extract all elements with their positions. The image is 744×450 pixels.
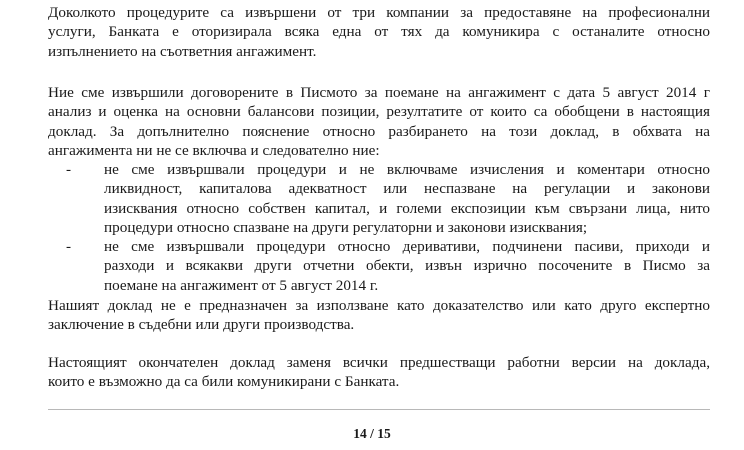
text-line: услуги, Банката е оторизирала всяка една от тях да комуникира с останалите относно	[48, 23, 710, 41]
paragraph-procedures-authorization	[48, 3, 710, 61]
text-line: доклад. За допълнително пояснение относно разбирането на този доклад, в обхвата на	[48, 122, 710, 140]
text-line: Доколкото процедурите са извършени от три компании за предоставяне на професионални	[48, 4, 710, 21]
list-item	[48, 160, 710, 237]
list-dash: -	[66, 238, 72, 256]
text-line: които е възможно да са били комуникирани с Банката.	[48, 373, 400, 391]
page-number: 14 / 15	[353, 426, 391, 441]
text-line: поемане на ангажимент от 5 август 2014 г.	[104, 276, 379, 294]
text-line: изпълнението на съответния ангажимент.	[48, 42, 317, 60]
text-line: ангажимента ни не се включва и следователно ние:	[48, 141, 380, 159]
text-line: не сме извършвали процедури относно деривативи, подчинени пасиви, приходи и	[104, 238, 710, 256]
paragraph-scope	[48, 83, 710, 160]
text-line: анализ и оценка на основни балансови позиции, резултатите от които са обобщени в настоящия	[48, 103, 710, 121]
text-line: Настоящият окончателен доклад заменя всички предшестващи работни версии на доклада,	[48, 354, 710, 371]
text-line: изисквания относно собствен капитал, и големи експозиции към свързани лица, нито	[104, 199, 710, 217]
footer-divider	[48, 409, 710, 410]
text-line: разходи и всякакви други отчетни обекти, извън изрично посочените в Писмо за	[104, 257, 710, 275]
list-item	[48, 237, 710, 295]
text-line: Ние сме извършили договорените в Писмото за поемане на ангажимент с дата 5 август 2014 г	[48, 84, 710, 101]
list-dash: -	[66, 161, 72, 178]
text-line: заключение в съдебни или други производства.	[48, 316, 355, 334]
paragraph-final-report	[48, 353, 710, 392]
text-line: Нашият доклад не е предназначен за използване като доказателство или като друго експертно	[48, 297, 710, 314]
text-line: ликвидност, капиталова адекватност или неспазване на регулации и законови	[104, 180, 710, 198]
text-line: процедури относно спазване на други регулаторни и законови изисквания;	[104, 218, 588, 236]
exclusions-list	[48, 160, 710, 295]
paragraph-not-evidence	[48, 296, 710, 335]
text-line: не сме извършвали процедури и не включваме изчисления и коментари относно	[104, 161, 710, 178]
